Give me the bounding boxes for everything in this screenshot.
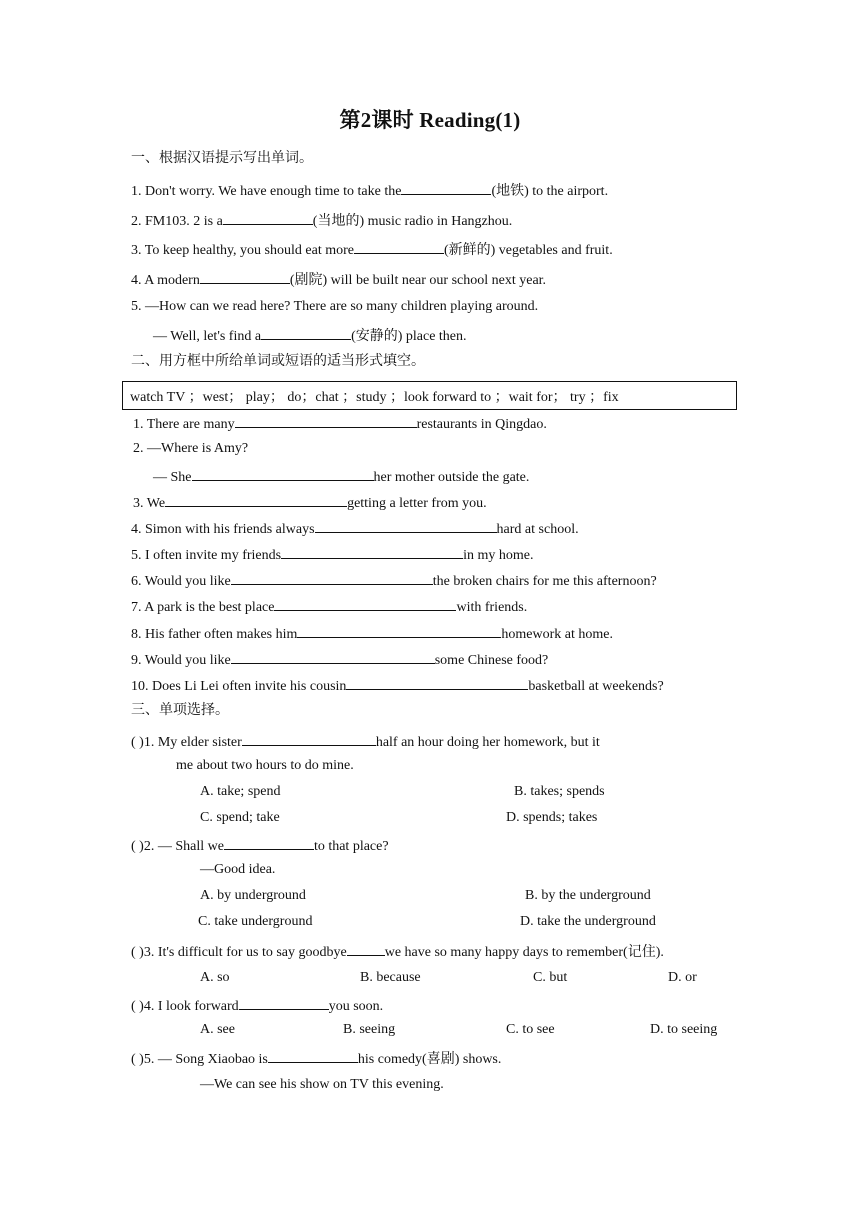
s1-question-2 — [131, 210, 512, 231]
section2-heading: 二、用方框中所给单词或短语的适当形式填空。 — [131, 354, 425, 369]
question-text: (剧院) will be built near our school next year. — [289, 273, 547, 288]
s1-question-3 — [131, 239, 613, 260]
option-c[interactable]: C. take underground — [198, 914, 313, 929]
answer-blank[interactable] — [347, 941, 385, 956]
question-text: — She — [153, 470, 192, 485]
question-text: — Well, let's find a — [153, 329, 262, 344]
answer-blank[interactable] — [297, 623, 501, 638]
answer-blank[interactable] — [268, 1048, 358, 1063]
question-text: half an hour doing her homework, but it — [375, 735, 600, 750]
question-text: ( )1. My elder sister — [131, 735, 242, 750]
s2-question-5 — [131, 544, 533, 565]
question-text: 3. We — [133, 496, 166, 511]
s3-question-2-reply: —Good idea. — [200, 862, 276, 877]
option-c[interactable]: C. but — [533, 970, 568, 985]
question-text: 4. Simon with his friends always — [131, 522, 315, 537]
question-text: you soon. — [328, 999, 384, 1014]
s1-question-1 — [131, 180, 608, 201]
option-b[interactable]: B. by the underground — [525, 888, 651, 903]
s1-question-4 — [131, 269, 546, 290]
answer-blank[interactable] — [231, 649, 435, 664]
s1-question-5 — [131, 298, 538, 316]
answer-blank[interactable] — [401, 180, 491, 195]
answer-blank[interactable] — [224, 835, 314, 850]
word-box — [122, 381, 737, 410]
option-d[interactable]: D. to seeing — [650, 1022, 718, 1037]
question-text: ( )3. It's difficult for us to say goodbye — [131, 945, 347, 960]
answer-blank[interactable] — [354, 239, 444, 254]
answer-blank[interactable] — [165, 492, 347, 507]
question-text: (地铁) to the airport. — [491, 184, 609, 199]
option-d[interactable]: D. or — [668, 970, 697, 985]
option-d[interactable]: D. take the underground — [520, 914, 656, 929]
s2-question-3 — [133, 492, 487, 513]
option-c[interactable]: C. spend; take — [200, 810, 280, 825]
page-title: 第2课时 Reading(1) — [339, 108, 521, 132]
question-text: (安静的) place then. — [351, 329, 467, 344]
option-b[interactable]: B. because — [360, 970, 421, 985]
option-d[interactable]: D. spends; takes — [506, 810, 598, 825]
option-a[interactable]: A. see — [200, 1022, 235, 1037]
s2-question-6 — [131, 570, 657, 591]
s2-question-1 — [133, 413, 547, 434]
s1-question-5-reply — [153, 325, 467, 346]
question-text: with friends. — [456, 600, 528, 615]
question-text: 10. Does Li Lei often invite his cousin — [131, 679, 347, 694]
answer-blank[interactable] — [200, 269, 290, 284]
question-text: 8. His father often makes him — [131, 627, 298, 642]
s3-question-1-cont: me about two hours to do mine. — [176, 758, 354, 773]
answer-blank[interactable] — [281, 544, 463, 559]
s3-question-2 — [131, 835, 389, 856]
question-text: 2. —Where is Amy? — [133, 441, 249, 456]
question-text: (当地的) music radio in Hangzhou. — [312, 214, 513, 229]
s3-question-5-reply: —We can see his show on TV this evening. — [200, 1077, 444, 1092]
s3-question-5 — [131, 1048, 501, 1069]
option-a[interactable]: A. take; spend — [200, 784, 281, 799]
s2-question-4 — [131, 518, 579, 539]
s2-question-8 — [131, 623, 613, 644]
question-text: to that place? — [313, 839, 389, 854]
answer-blank[interactable] — [274, 596, 456, 611]
question-text: 2. FM103. 2 is a — [131, 214, 223, 229]
question-text: in my home. — [463, 548, 534, 563]
question-text: her mother outside the gate. — [373, 470, 530, 485]
word-box-text: watch TV ；west； play； do；chat ；study ；look forward to ；wait for； try ；fix — [130, 390, 619, 405]
answer-blank[interactable] — [261, 325, 351, 340]
answer-blank[interactable] — [231, 570, 433, 585]
s2-question-2-reply — [153, 466, 529, 487]
answer-blank[interactable] — [235, 413, 417, 428]
s2-question-9 — [131, 649, 548, 670]
question-text: 1. There are many — [133, 417, 235, 432]
section3-heading: 三、单项选择。 — [131, 703, 229, 718]
question-text: 5. I often invite my friends — [131, 548, 282, 563]
question-text: hard at school. — [496, 522, 579, 537]
question-text: the broken chairs for me this afternoon? — [432, 574, 657, 589]
question-text: 4. A modern — [131, 273, 200, 288]
option-c[interactable]: C. to see — [506, 1022, 555, 1037]
s2-question-7 — [131, 596, 527, 617]
question-text: his comedy(喜剧) shows. — [357, 1052, 502, 1067]
answer-blank[interactable] — [192, 466, 374, 481]
option-a[interactable]: A. so — [200, 970, 230, 985]
question-text: getting a letter from you. — [347, 496, 487, 511]
s3-question-1 — [131, 731, 600, 752]
question-text: 9. Would you like — [131, 653, 231, 668]
s2-question-10 — [131, 675, 664, 696]
question-text: ( )5. — Song Xiaobao is — [131, 1052, 268, 1067]
option-b[interactable]: B. takes; spends — [514, 784, 605, 799]
answer-blank[interactable] — [315, 518, 497, 533]
question-text: homework at home. — [501, 627, 613, 642]
question-text: 3. To keep healthy, you should eat more — [131, 243, 354, 258]
question-text: basketball at weekends? — [528, 679, 664, 694]
question-text: (新鲜的) vegetables and fruit. — [443, 243, 613, 258]
question-text: restaurants in Qingdao. — [416, 417, 547, 432]
section1-heading: 一、根据汉语提示写出单词。 — [131, 151, 313, 166]
question-text: we have so many happy days to remember(记住). — [384, 945, 664, 960]
s3-question-3 — [131, 941, 664, 962]
s2-question-2 — [133, 440, 248, 458]
option-b[interactable]: B. seeing — [343, 1022, 396, 1037]
question-text: 6. Would you like — [131, 574, 231, 589]
question-text: 7. A park is the best place — [131, 600, 275, 615]
answer-blank[interactable] — [346, 675, 528, 690]
question-text: some Chinese food? — [434, 653, 549, 668]
answer-blank[interactable] — [239, 995, 329, 1010]
s3-question-4 — [131, 995, 383, 1016]
question-text: ( )2. — Shall we — [131, 839, 224, 854]
question-text: 5. —How can we read here? There are so many children playing around. — [131, 299, 539, 314]
answer-blank[interactable] — [223, 210, 313, 225]
answer-blank[interactable] — [242, 731, 376, 746]
question-text: 1. Don't worry. We have enough time to take the — [131, 184, 402, 199]
question-text: ( )4. I look forward — [131, 999, 239, 1014]
option-a[interactable]: A. by underground — [200, 888, 306, 903]
